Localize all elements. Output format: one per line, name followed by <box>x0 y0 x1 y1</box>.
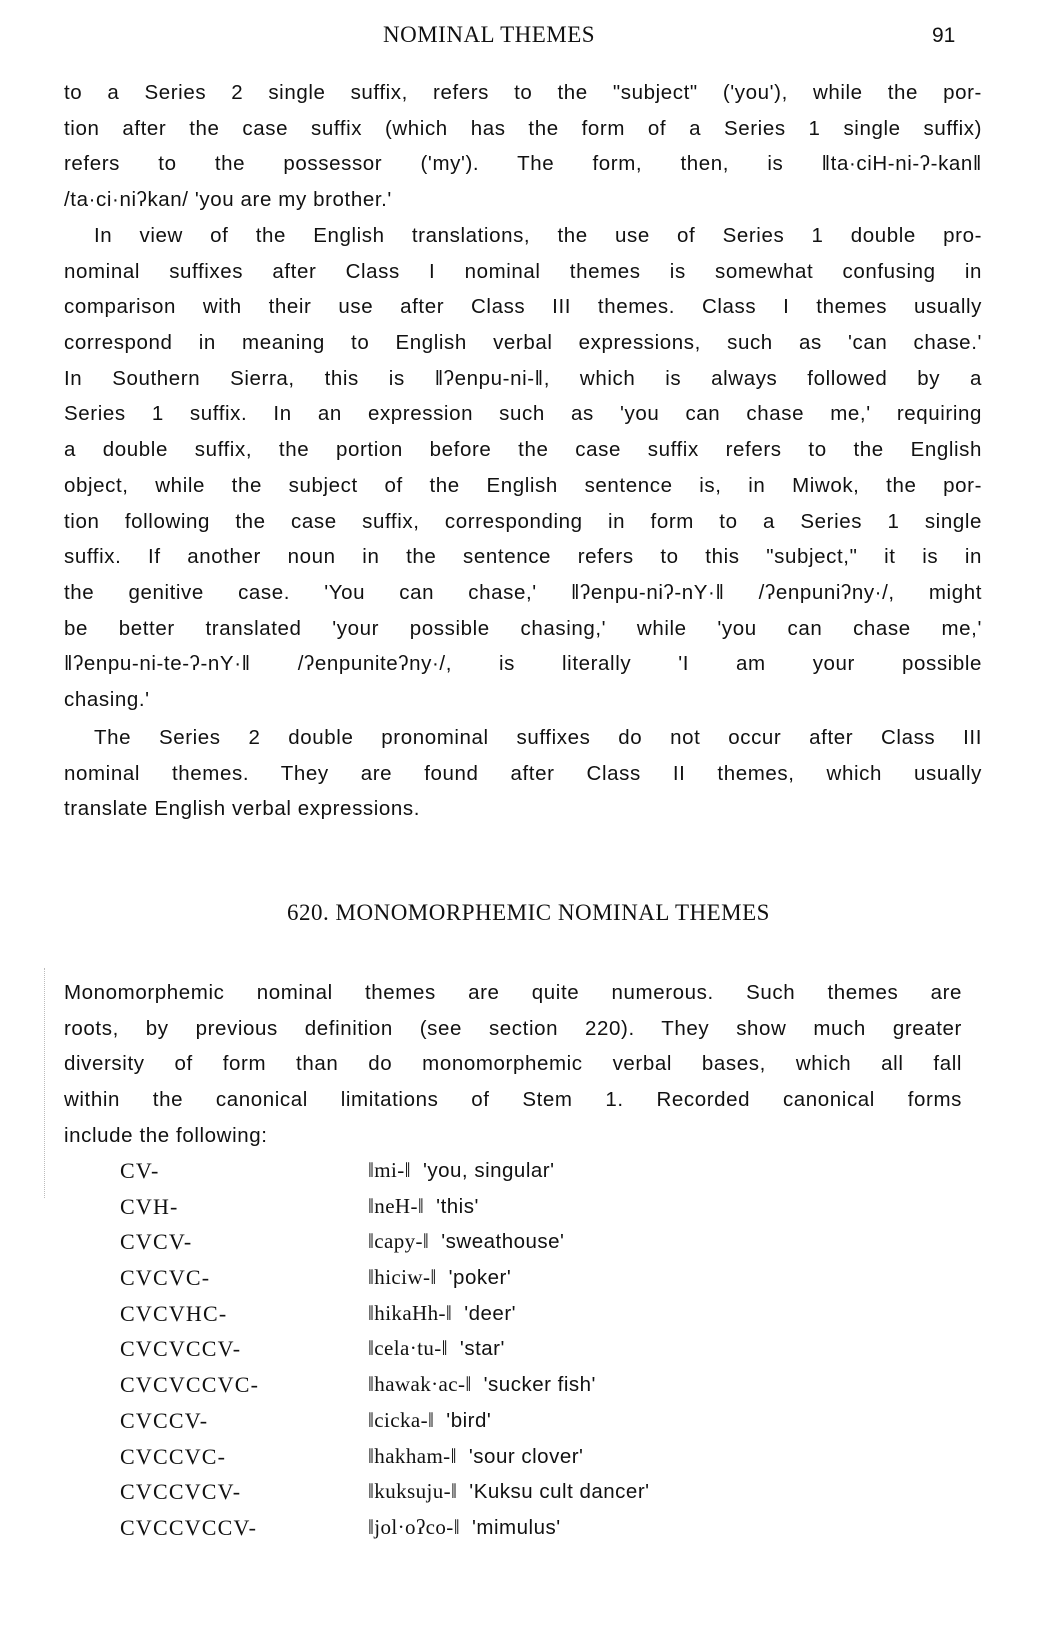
text-line: diversity of form than do monomorphemic verbal bases, which all fall <box>64 1052 962 1076</box>
running-title: NOMINAL THEMES <box>383 22 596 47</box>
list-item <box>0 1403 1057 1439</box>
list-item <box>0 1260 1057 1296</box>
example-form <box>368 1224 564 1260</box>
text-line: nominal themes. They are found after Class II themes, which usually <box>64 761 982 785</box>
text-line: object, while the subject of the English sentence is, in Miwok, the por- <box>64 473 982 497</box>
list-item <box>0 1331 1057 1367</box>
form-text: ‖mi-‖ <box>368 1158 411 1182</box>
canonical-pattern: CVCCVCV- <box>120 1479 242 1505</box>
running-head <box>0 22 1057 56</box>
form-text: ‖hakham-‖ <box>368 1443 457 1468</box>
canonical-pattern: CVH- <box>120 1193 179 1219</box>
form-text: ‖hiciw-‖ <box>368 1265 437 1290</box>
form-text: ‖cicka-‖ <box>368 1407 435 1432</box>
text-line: Series 1 suffix. In an expression such as 'you can chase me,' requiring <box>64 402 982 426</box>
text-line: nominal suffixes after Class I nominal themes is somewhat confusing in <box>64 259 982 283</box>
text-line: include the following: <box>64 1123 268 1147</box>
example-form <box>368 1331 505 1367</box>
gloss: 'you, singular' <box>422 1159 555 1182</box>
page-number: 91 <box>932 24 956 47</box>
gloss: 'bird' <box>446 1408 492 1432</box>
gloss: 'poker' <box>448 1266 512 1290</box>
paragraph-monomorphemic <box>64 975 962 1153</box>
text-line: chasing.' <box>64 687 150 711</box>
text-line: tion following the case suffix, corresponding in form to a Series 1 single <box>64 509 982 533</box>
form-text: ‖hawak·ac-‖ <box>368 1372 472 1397</box>
canonical-pattern: CVCV- <box>120 1229 193 1255</box>
gloss: 'mimulus' <box>472 1515 561 1539</box>
form-text: ‖neH-‖ <box>368 1193 425 1218</box>
list-item <box>0 1224 1057 1260</box>
text-line: The Series 2 double pronominal suffixes do not occur after Class III <box>94 726 982 749</box>
canonical-pattern: CVCCV- <box>120 1407 209 1433</box>
example-form <box>368 1153 555 1189</box>
canonical-pattern: CVCCVC- <box>120 1443 227 1469</box>
list-item <box>0 1439 1057 1475</box>
list-item <box>0 1153 1057 1189</box>
text-line: correspond in meaning to English verbal expressions, such as 'can chase.' <box>64 331 982 355</box>
canonical-forms-list <box>0 1153 1057 1546</box>
text-line: within the canonical limitations of Stem 1. Recorded canonical forms <box>64 1088 962 1112</box>
text-line: ‖ʔenpu-ni-te-ʔ-nY·‖ /ʔenpuniteʔny·/, is literally 'I am your possible <box>64 652 982 676</box>
list-item <box>0 1474 1057 1510</box>
example-form <box>368 1474 650 1510</box>
form-text: ‖jol·oʔco-‖ <box>368 1514 460 1539</box>
list-item <box>0 1296 1057 1332</box>
form-text: ‖kuksuju-‖ <box>368 1479 458 1504</box>
form-text: ‖capy-‖ <box>368 1229 430 1254</box>
gloss: 'sour clover' <box>468 1444 584 1468</box>
text-line: be better translated 'your possible chasing,' while 'you can chase me,' <box>64 616 982 640</box>
text-line: roots, by previous definition (see section 220). They show much greater <box>64 1016 962 1040</box>
canonical-pattern: CVCVCCVC- <box>120 1372 260 1398</box>
gloss: 'sweathouse' <box>441 1230 565 1254</box>
canonical-pattern: CVCVC- <box>120 1265 211 1291</box>
text-line: /ta·ci·niʔkan/ 'you are my brother.' <box>64 188 392 212</box>
gloss: 'Kuksu cult dancer' <box>469 1480 650 1504</box>
text-line: suffix. If another noun in the sentence refers to this "subject," it is in <box>64 545 982 569</box>
text-line: Monomorphemic nominal themes are quite numerous. Such themes are <box>64 981 962 1004</box>
gloss: 'this' <box>436 1194 479 1218</box>
text-line: tion after the case suffix (which has the form of a Series 1 single suffix) <box>64 116 982 140</box>
text-line: In view of the English translations, the use of Series 1 double pro- <box>94 224 982 247</box>
list-item <box>0 1189 1057 1225</box>
canonical-pattern: CVCVCCV- <box>120 1336 242 1362</box>
text-line: comparison with their use after Class III themes. Class I themes usually <box>64 295 982 319</box>
example-form <box>368 1189 479 1225</box>
text-line: to a Series 2 single suffix, refers to the "subject" ('you'), while the por- <box>64 81 982 104</box>
paragraph-series-2 <box>64 720 982 827</box>
gloss: 'star' <box>459 1337 505 1361</box>
canonical-pattern: CVCCVCCV- <box>120 1514 258 1540</box>
gloss: 'deer' <box>464 1301 517 1325</box>
example-form <box>368 1403 491 1439</box>
text-line: In Southern Sierra, this is ‖ʔenpu-ni-‖, which is always followed by a <box>64 366 982 390</box>
form-text: ‖hikaHh-‖ <box>368 1300 453 1325</box>
section-heading: 620. MONOMORPHEMIC NOMINAL THEMES <box>287 900 770 925</box>
list-item <box>0 1510 1057 1546</box>
paragraph-class-i-themes <box>64 218 982 718</box>
form-text: ‖cela·tu-‖ <box>368 1336 448 1361</box>
paragraph-continuation <box>64 75 982 218</box>
example-form <box>368 1510 561 1546</box>
example-form <box>368 1439 583 1475</box>
example-form <box>368 1296 516 1332</box>
list-item <box>0 1367 1057 1403</box>
canonical-pattern: CVCVHC- <box>120 1300 228 1326</box>
gloss: 'sucker fish' <box>483 1373 596 1397</box>
example-form <box>368 1260 511 1296</box>
text-line: refers to the possessor ('my'). The form, then, is ‖ta·ciH-ni-ʔ-kan‖ <box>64 152 982 176</box>
example-form <box>368 1367 596 1403</box>
text-line: a double suffix, the portion before the case suffix refers to the English <box>64 438 982 462</box>
text-line: the genitive case. 'You can chase,' ‖ʔenpu-niʔ-nY·‖ /ʔenpuniʔny·/, might <box>64 580 982 604</box>
canonical-pattern: CV- <box>120 1158 160 1183</box>
text-line: translate English verbal expressions. <box>64 797 421 821</box>
